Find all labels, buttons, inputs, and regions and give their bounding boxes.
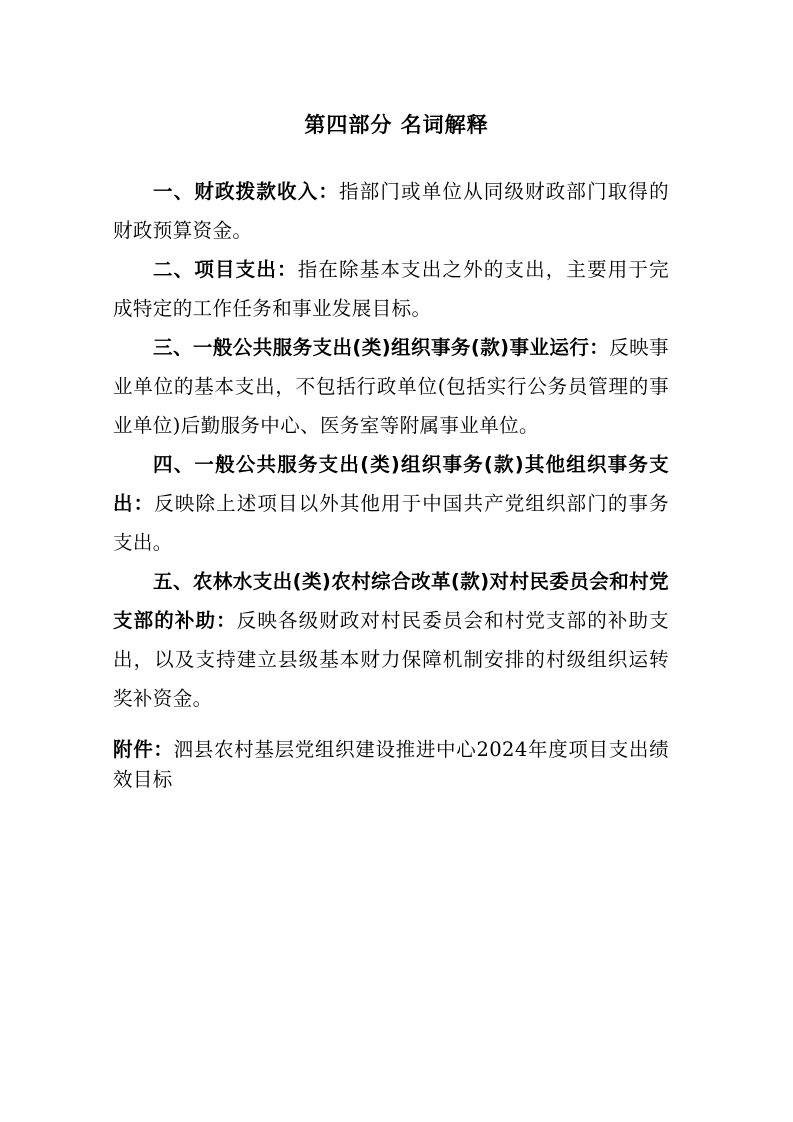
glossary-item-project-expenditure	[113, 250, 669, 328]
glossary-term: 四、一般公共服务支出(类)组织事务(款)其他组织事务支出：	[113, 453, 669, 515]
glossary-definition: 反映事业单位的基本支出，不包括行政单位(包括实行公务员管理的事业单位)后勤服务中心、医务室等附属事业单位。	[113, 336, 670, 437]
glossary-term: 一、财政拨款收入：	[153, 180, 340, 203]
glossary-list	[113, 172, 669, 718]
glossary-term: 五、农林水支出(类)农村综合改革(款)对村民委员会和村党支部的补助：	[113, 570, 669, 632]
glossary-definition: 反映各级财政对村民委员会和村党支部的补助支出，以及支持建立县级基本财力保障机制安排的村级组织运转奖补资金。	[113, 609, 669, 710]
glossary-definition: 反映除上述项目以外其他用于中国共产党组织部门的事务支出。	[113, 492, 669, 554]
attachment-text: 泗县农村基层党组织建设推进中心2024年度项目支出绩效目标	[113, 738, 669, 791]
attachment-label: 附件：	[113, 738, 174, 761]
glossary-item-fiscal-appropriation-income	[113, 172, 669, 250]
glossary-definition: 指在除基本支出之外的支出，主要用于完成特定的工作任务和事业发展目标。	[113, 258, 669, 320]
page-title: 第四部分 名词解释	[304, 113, 489, 137]
glossary-definition: 指部门或单位从同级财政部门取得的财政预算资金。	[113, 180, 669, 242]
glossary-item-public-service-other	[113, 445, 669, 562]
glossary-item-village-subsidy	[113, 562, 669, 718]
glossary-term: 三、一般公共服务支出(类)组织事务(款)事业运行：	[153, 336, 610, 359]
attachment-note	[113, 735, 669, 795]
glossary-term: 二、项目支出：	[153, 258, 298, 281]
glossary-item-public-service-operation	[113, 328, 669, 445]
